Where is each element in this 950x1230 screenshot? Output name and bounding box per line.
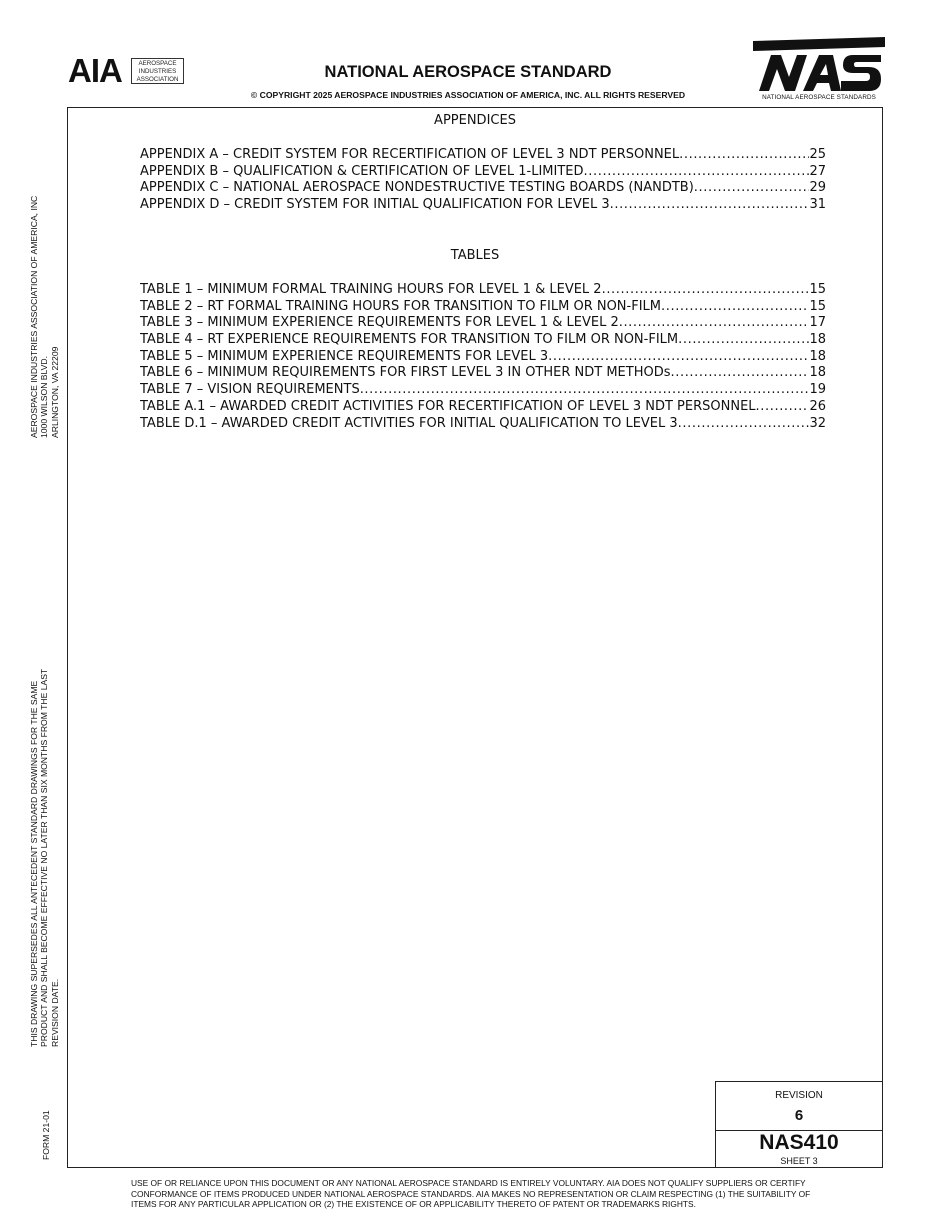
toc-leader-dots [694,180,810,197]
toc-entry-page: 18 [809,365,826,381]
toc-entry-label: TABLE 7 – VISION REQUIREMENTS [140,382,360,398]
disclaimer-line: ITEMS FOR ANY PARTICULAR APPLICATION OR (2) THE EXISTENCE OF OR APPLICABILITY THERETO OF PATENT OR TRADEMARKS RIGHTS. [131,1199,696,1209]
toc-leader-dots [756,399,810,416]
toc-entry-page: 17 [809,315,826,331]
footer-disclaimer [131,1178,851,1210]
appendices-list [140,147,826,214]
toc-entry-table-6 [140,365,826,382]
supersede-notice [29,669,60,1047]
aia-logo-letters: AIA [68,52,122,89]
address-line: AEROSPACE INDUSTRIES ASSOCIATION OF AMERICA, INC [29,195,39,438]
toc-entry-page: 15 [809,298,826,314]
toc-entry-label: TABLE 2 – RT FORMAL TRAINING HOURS FOR TRANSITION TO FILM OR NON-FILM [140,298,661,314]
page-frame [67,107,883,1168]
supersede-line: THIS DRAWING SUPERSEDES ALL ANTECEDENT STANDARD DRAWINGS FOR THE SAME [29,680,39,1047]
toc-entry-label: APPENDIX B – QUALIFICATION & CERTIFICATION OF LEVEL 1-LIMITED [140,163,584,179]
toc-entry-label: APPENDIX C – NATIONAL AEROSPACE NONDESTRUCTIVE TESTING BOARDS (NANDTB) [140,180,694,196]
copyright-notice: © COPYRIGHT 2025 AEROSPACE INDUSTRIES ASSOCIATION OF AMERICA, INC. ALL RIGHTS RESERVED [250,90,686,100]
tables-heading: TABLES [450,248,500,263]
toc-entry-label: APPENDIX D – CREDIT SYSTEM FOR INITIAL QUALIFICATION FOR LEVEL 3 [140,197,610,213]
toc-leader-dots [602,282,810,299]
toc-entry-table-2 [140,299,826,316]
toc-entry-table-4 [140,332,826,349]
form-number [41,1110,51,1160]
toc-entry-table-3 [140,315,826,332]
toc-entry-page: 18 [809,332,826,348]
sheet-number: SHEET 3 [780,1156,818,1166]
toc-leader-dots [584,164,810,181]
toc-entry-table-a1 [140,399,826,416]
tables-list [140,282,826,432]
toc-entry-appendix-a [140,147,826,164]
toc-entry-table-d1 [140,416,826,433]
toc-entry-label: TABLE 1 – MINIMUM FORMAL TRAINING HOURS FOR LEVEL 1 & LEVEL 2 [140,282,602,297]
toc-entry-page: 25 [809,147,826,162]
toc-leader-dots [678,416,810,433]
form-label: FORM 21-01 [41,1110,51,1160]
appendices-heading: APPENDICES [434,113,516,128]
address-line: 1000 WILSON BLVD. [39,356,50,438]
aia-logo-line: INDUSTRIES [138,68,177,75]
toc-entry-page: 26 [809,398,826,414]
toc-entry-page: 31 [809,197,826,213]
disclaimer-line: USE OF OR RELIANCE UPON THIS DOCUMENT OR ANY NATIONAL AEROSPACE STANDARD IS ENTIRELY VOLUNTARY. AIA DOES NOT QUALIFY SUPPLIERS OR CERTIFY [131,1178,806,1188]
toc-entry-page: 18 [809,348,826,364]
aia-logo-line: ASSOCIATION [136,76,179,83]
revision-number: 6 [794,1107,804,1124]
toc-entry-page: 27 [809,163,826,179]
toc-entry-table-1 [140,282,826,299]
toc-entry-label: TABLE 3 – MINIMUM EXPERIENCE REQUIREMENTS FOR LEVEL 1 & LEVEL 2 [140,315,619,331]
supersede-line: PRODUCT AND SHALL BECOME EFFECTIVE NO LATER THAN SIX MONTHS FROM THE LAST [39,668,50,1047]
toc-entry-label: TABLE 6 – MINIMUM REQUIREMENTS FOR FIRST LEVEL 3 IN OTHER NDT METHODs [140,365,671,381]
toc-entry-page: 29 [809,180,826,196]
toc-leader-dots [678,332,809,349]
disclaimer-line: CONFORMANCE OF ITEMS PRODUCED UNDER NATIONAL AEROSPACE STANDARDS. AIA MAKES NO REPRESENTATION OR CLAIM RESPECTING (1) THE SUITABILITY OF [131,1188,811,1199]
toc-leader-dots [610,197,810,214]
nas-logo-mark [753,37,885,93]
toc-leader-dots [671,365,810,382]
publisher-address [29,196,60,438]
toc-entry-appendix-d [140,197,826,214]
toc-leader-dots [360,382,810,399]
toc-entry-table-5 [140,349,826,366]
toc-leader-dots [679,147,809,164]
nas-tagline: NATIONAL AEROSPACE STANDARDS [762,94,876,101]
document-number: NAS410 [759,1131,839,1154]
revision-label: REVISION [775,1090,823,1101]
toc-entry-label: TABLE A.1 – AWARDED CREDIT ACTIVITIES FOR RECERTIFICATION OF LEVEL 3 NDT PERSONNEL [140,398,756,414]
standard-title: NATIONAL AEROSPACE STANDARD [324,63,612,81]
nas-logo [753,37,885,101]
toc-leader-dots [548,349,809,366]
toc-entry-appendix-c [140,180,826,197]
toc-entry-page: 15 [809,282,826,297]
toc-leader-dots [619,315,810,332]
aia-logo-line: AEROSPACE [138,60,177,67]
toc-entry-page: 19 [809,382,826,398]
toc-entry-label: TABLE D.1 – AWARDED CREDIT ACTIVITIES FOR INITIAL QUALIFICATION TO LEVEL 3 [140,415,678,431]
toc-entry-appendix-b [140,164,826,181]
toc-entry-page: 32 [809,415,826,431]
toc-entry-table-7 [140,382,826,399]
supersede-line: REVISION DATE. [49,978,60,1047]
toc-entry-label: TABLE 5 – MINIMUM EXPERIENCE REQUIREMENTS FOR LEVEL 3 [140,348,549,364]
revision-block [715,1081,883,1168]
toc-entry-label: TABLE 4 – RT EXPERIENCE REQUIREMENTS FOR TRANSITION TO FILM OR NON-FILM [140,332,679,348]
toc-leader-dots [661,299,809,316]
address-line: ARLINGTON, VA 22209 [49,346,60,438]
toc-entry-label: APPENDIX A – CREDIT SYSTEM FOR RECERTIFICATION OF LEVEL 3 NDT PERSONNEL [140,147,680,162]
